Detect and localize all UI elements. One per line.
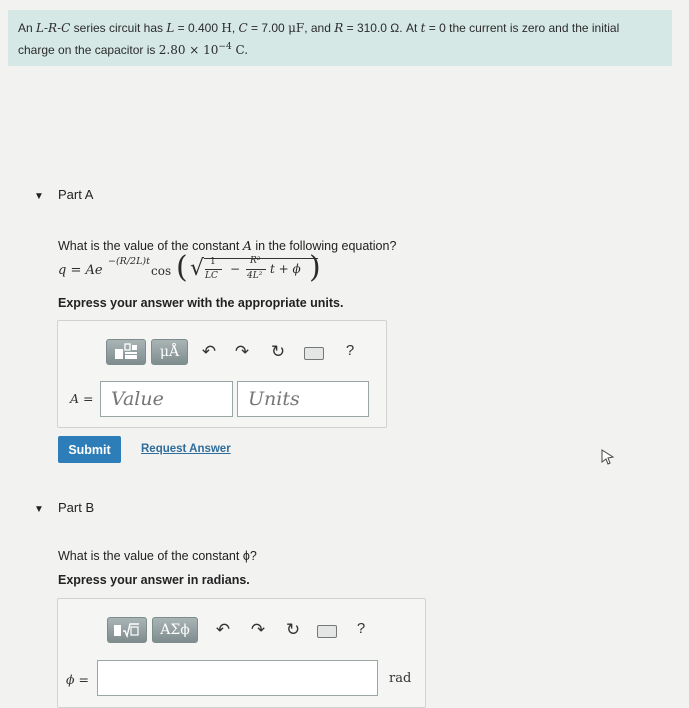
unit-uF: μF: [288, 21, 305, 35]
mouse-cursor-icon: [601, 449, 615, 465]
templates-button-b[interactable]: [107, 617, 147, 643]
templates-button[interactable]: [106, 339, 146, 365]
eq-sqrt-sign: √: [190, 256, 205, 281]
math-R: R: [334, 21, 344, 35]
text: = 310.0 Ω. At: [343, 21, 421, 35]
part-a-question: [58, 238, 396, 253]
problem-line-1: [18, 19, 662, 38]
eq-4l-squared: 4L²: [247, 271, 263, 281]
text: = 0 the current is zero and the initial: [425, 21, 620, 35]
request-answer-link[interactable]: Request Answer: [141, 443, 231, 455]
part-b-collapse-icon[interactable]: ▼: [34, 504, 44, 515]
templates-icon: [113, 343, 139, 361]
text: What is the value of the constant: [58, 239, 243, 253]
rad-unit-label: rad: [389, 671, 412, 686]
eq-minus: −: [230, 262, 241, 276]
phi-input[interactable]: [97, 660, 378, 696]
problem-line-2: [18, 38, 662, 60]
charge-value: 2.80 × 10: [158, 43, 219, 57]
text: , and: [304, 21, 335, 35]
eq-lc: LC: [205, 271, 218, 281]
answer-a-label-text: A =: [70, 391, 94, 406]
eq-frac-bar-2: [246, 269, 266, 270]
charge-unit: C.: [231, 43, 249, 57]
eq-right-paren: ): [309, 250, 321, 285]
text: series circuit has: [70, 21, 167, 35]
eq-exponent: −(R/2L)t: [108, 256, 150, 267]
eq-frac-bar-1: [205, 269, 222, 270]
text: = 0.400: [174, 21, 222, 35]
part-a-collapse-icon[interactable]: ▼: [34, 191, 44, 202]
submit-button[interactable]: Submit: [58, 436, 121, 463]
text: ,: [231, 21, 239, 35]
templates-radical-icon: [113, 621, 141, 639]
text: An: [18, 21, 37, 35]
eq-tail: t + ϕ: [270, 262, 301, 276]
charge-exponent: −4: [218, 42, 232, 52]
part-a-instruction: Express your answer with the appropriate units.: [58, 296, 344, 310]
problem-statement: [8, 10, 672, 66]
part-a-title[interactable]: Part A: [58, 187, 94, 202]
eq-left-paren: (: [176, 250, 188, 285]
units-input[interactable]: [237, 381, 369, 417]
part-b-title[interactable]: Part B: [58, 500, 95, 515]
unit-H: H: [221, 21, 232, 35]
undo-icon[interactable]: ↶: [201, 342, 217, 361]
eq-sqrt-bar: [204, 258, 318, 259]
answer-b-label: [66, 672, 89, 687]
redo-icon[interactable]: ↷: [234, 342, 250, 361]
redo-icon-b[interactable]: ↷: [250, 620, 266, 639]
keyboard-icon-b[interactable]: [317, 625, 337, 638]
help-button-b[interactable]: ?: [356, 620, 366, 637]
value-input[interactable]: [100, 381, 233, 417]
math-lrc: L-R-C: [36, 21, 71, 35]
keyboard-icon[interactable]: [304, 347, 324, 360]
reset-icon[interactable]: ↻: [270, 342, 286, 361]
eq-lhs: q = Ae: [58, 263, 103, 278]
part-b-question: What is the value of the constant ϕ?: [58, 549, 257, 563]
units-symbol-button[interactable]: μÅ: [151, 339, 188, 365]
reset-icon-b[interactable]: ↻: [285, 620, 301, 639]
math-L: L: [166, 21, 175, 35]
greek-symbols-button[interactable]: ΑΣϕ: [152, 617, 198, 643]
eq-cos: cos: [151, 264, 172, 278]
part-a-equation: [58, 250, 358, 289]
eq-r-squared: R²: [250, 256, 261, 266]
help-button[interactable]: ?: [345, 342, 355, 359]
eq-one: 1: [210, 257, 216, 267]
undo-icon-b[interactable]: ↶: [215, 620, 231, 639]
math-t: t: [420, 21, 426, 35]
text: charge on the capacitor is: [18, 43, 159, 57]
answer-b-label-text: ϕ =: [66, 672, 89, 687]
math-C: C: [238, 21, 248, 35]
math-A: A: [242, 238, 252, 253]
answer-a-label: [70, 391, 93, 406]
part-b-instruction: Express your answer in radians.: [58, 573, 250, 587]
text: = 7.00: [247, 21, 289, 35]
text: in the following equation?: [251, 239, 397, 253]
